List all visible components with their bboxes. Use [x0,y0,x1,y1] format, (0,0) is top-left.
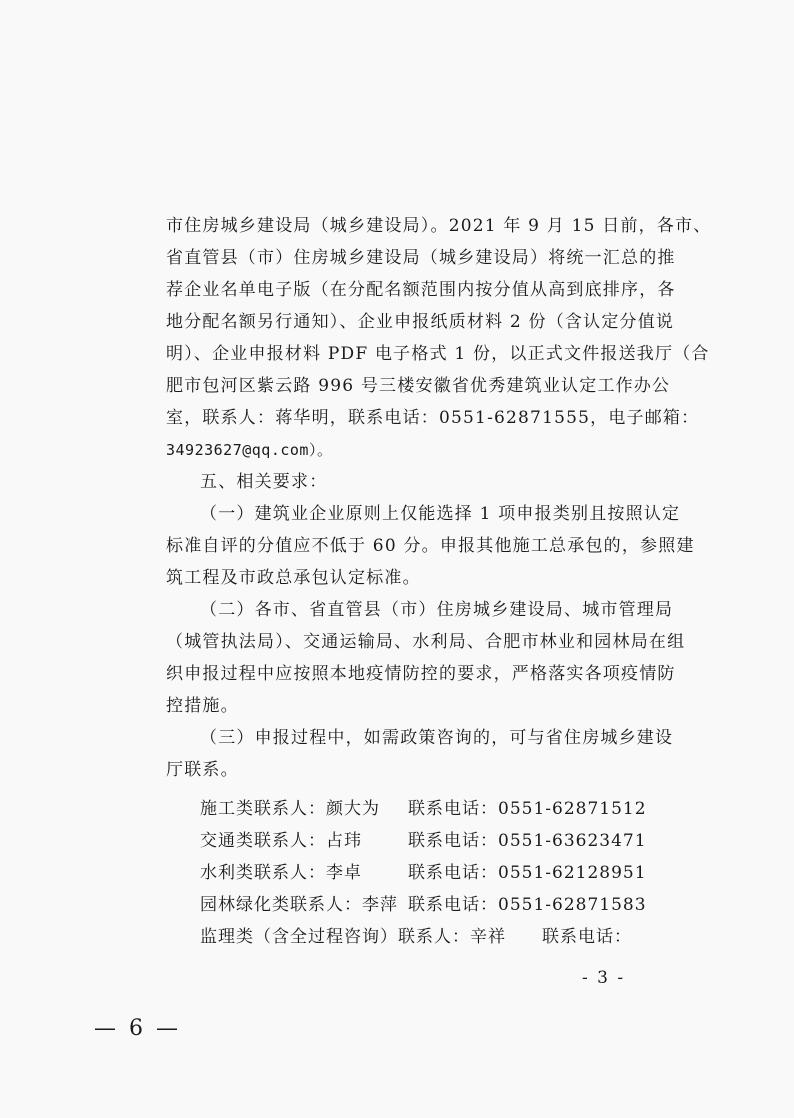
contact-phone: 联系电话：0551-62128951 [408,863,647,883]
body-line: 室，联系人：蒋华明，联系电话：0551-62871555，电子邮箱： [166,408,700,428]
requirement-1-line: （一）建筑业企业原则上仅能选择 1 项申报类别且按照认定 [200,504,681,524]
requirement-2-line: 控措施。 [166,696,239,716]
body-line: 地分配名额另行通知）、企业申报纸质材料 2 份（含认定分值说 [166,312,675,332]
contact-row [200,894,647,916]
requirement-2-line: （城管执法局）、交通运输局、水利局、合肥市林业和园林局在组 [166,632,686,652]
requirement-2-line: 织申报过程中应按照本地疫情防控的要求，严格落实各项疫情防 [166,664,676,684]
inner-page-number: - 3 - [582,968,626,988]
contact-name: 交通类联系人：占玮 [200,831,362,851]
body-line: 肥市包河区紫云路 996 号三楼安徽省优秀建筑业认定工作办公 [166,376,671,396]
contact-name: 水利类联系人：李卓 [200,863,362,883]
body-line: 市住房城乡建设局（城乡建设局）。2021 年 9 月 15 日前，各市、 [166,216,712,236]
contact-row [200,862,647,884]
contact-name: 园林绿化类联系人：李萍 [200,895,398,915]
contact-phone: 联系电话：0551-63623471 [408,831,647,851]
contact-phone: 联系电话：0551-62871583 [408,895,647,915]
requirement-1-line: 标准自评的分值应不低于 60 分。申报其他施工总承包的，参照建 [166,536,695,556]
outer-page-number: — 6 — [94,1016,181,1041]
email-line: 34923627@qq.com）。 [166,441,333,459]
body-line: 明）、企业申报材料 PDF 电子格式 1 份，以正式文件报送我厅（合 [166,344,710,364]
requirement-3-line: （三）申报过程中，如需政策咨询的，可与省住房城乡建设 [200,728,674,748]
contact-name: 施工类联系人：颜大为 [200,799,380,819]
contact-phone: 联系电话：0551-62871512 [408,799,647,819]
requirement-1-line: 筑工程及市政总承包认定标准。 [166,568,421,588]
contact-row [200,830,647,852]
contact-row [200,798,647,820]
contact-row-supervision: 监理类（含全过程咨询）联系人：辛祥 联系电话： [200,927,632,947]
requirement-3-line: 厅联系。 [166,760,239,780]
requirement-2-line: （二）各市、省直管县（市）住房城乡建设局、城市管理局 [200,600,674,620]
section-heading: 五、相关要求： [200,472,328,492]
body-line: 荐企业名单电子版（在分配名额范围内按分值从高到底排序，各 [166,280,676,300]
body-line: 省直管县（市）住房城乡建设局（城乡建设局）将统一汇总的推 [166,248,676,268]
